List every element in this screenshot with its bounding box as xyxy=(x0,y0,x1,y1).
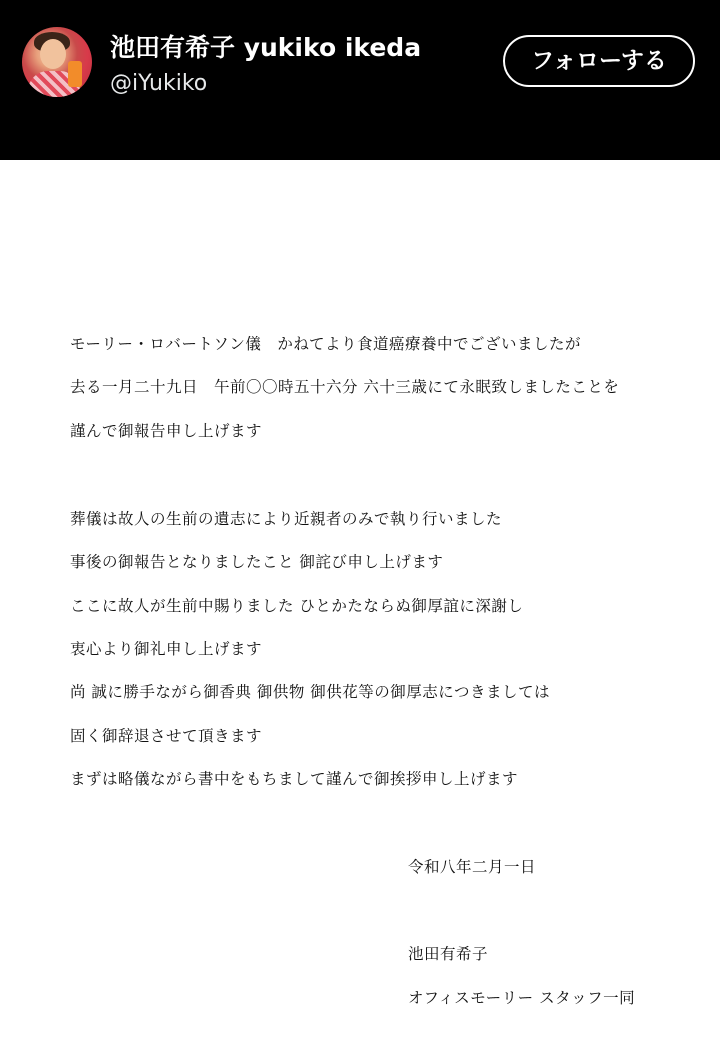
signature-name: 池田有希子 xyxy=(408,945,489,963)
letter-line: モーリー・ロバートソン儀 かねてより食道癌療養中でございましたが xyxy=(70,335,581,353)
avatar-drink xyxy=(68,61,82,87)
avatar[interactable] xyxy=(22,27,92,97)
letter-line: 固く御辞退させて頂きます xyxy=(70,727,263,745)
letter-date: 令和八年二月一日 xyxy=(408,858,537,876)
letter-line: 葬儀は故人の生前の遺志により近親者のみで執り行いました xyxy=(70,510,503,528)
letter-line: まずは略儀ながら書中をもちまして謹んで御挨拶申し上げます xyxy=(70,770,519,788)
letter-line: 去る一月二十九日 午前〇〇時五十六分 六十三歳にて永眠致しましたことを xyxy=(70,378,620,396)
user-handle[interactable]: @iYukiko xyxy=(110,71,208,96)
follow-button[interactable]: フォローする xyxy=(503,35,695,87)
announcement-letter xyxy=(0,160,720,1064)
signature-organization: オフィスモーリー スタッフ一同 xyxy=(408,989,636,1007)
letter-line: 衷心より御礼申し上げます xyxy=(70,640,263,658)
display-name[interactable]: 池田有希子 yukiko ikeda xyxy=(110,33,422,62)
profile-header xyxy=(0,0,720,160)
letter-line: ここに故人が生前中賜りました ひとかたならぬ御厚誼に深謝し xyxy=(70,597,524,615)
avatar-face xyxy=(40,39,66,69)
letter-line: 謹んで御報告申し上げます xyxy=(70,422,263,440)
letter-line: 事後の御報告となりましたこと 御詫び申し上げます xyxy=(70,553,444,571)
letter-line: 尚 誠に勝手ながら御香典 御供物 御供花等の御厚志につきましては xyxy=(70,683,550,701)
